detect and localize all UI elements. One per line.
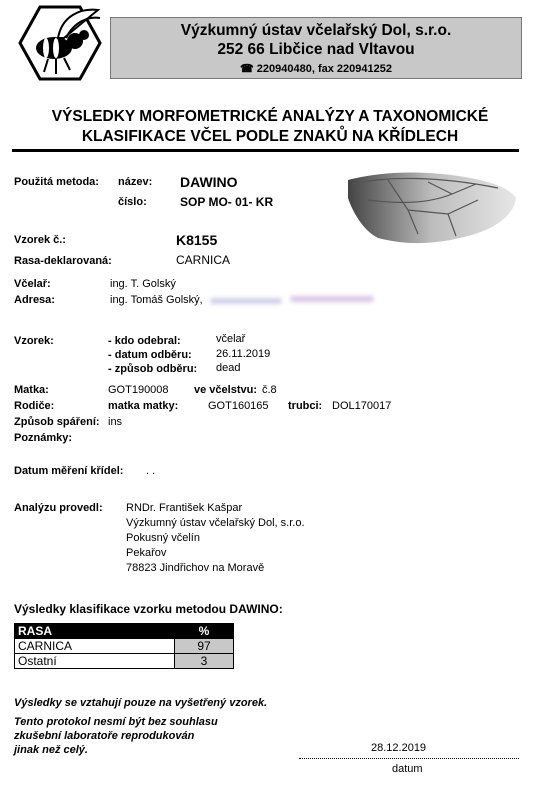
result-race: Ostatní [15, 654, 175, 669]
collection-date-label: - datum odběru: [108, 349, 192, 361]
beekeeper-name: ing. T. Golský [110, 278, 176, 290]
table-row [15, 654, 234, 669]
footer-note-1: Výsledky se vztahují pouze na vyšetřený vzorek. [14, 697, 268, 709]
collected-by-label: - kdo odebral: [108, 335, 181, 347]
date-signature-line [299, 758, 519, 759]
footer-note-3: zkušební laboratoře reprodukován [14, 730, 195, 742]
analyst-line: Pekařov [126, 547, 167, 559]
result-race: CARNICA [15, 639, 175, 654]
race-declared: CARNICA [176, 253, 231, 267]
redacted-address [210, 298, 282, 304]
institute-header [110, 17, 522, 79]
date-label: datum [392, 763, 423, 775]
org-name: Výzkumný ústav včelařský Dol, s.r.o. [180, 22, 452, 39]
address-label: Adresa: [14, 294, 55, 306]
footer-note-4: jinak než celý. [14, 744, 88, 756]
report-title-line2: KLASIFIKACE VČEL PODLE ZNAKŮ NA KŘÍDLECH [81, 128, 459, 145]
collection-date: 26.11.2019 [216, 348, 271, 360]
title-divider [12, 149, 519, 152]
analyst-line: RNDr. František Kašpar [126, 502, 243, 514]
footer-note-2: Tento protokol nesmí být bez souhlasu [14, 716, 218, 728]
collection-method-label: - způsob odběru: [108, 363, 198, 375]
bee-wing-image [348, 170, 518, 250]
beekeeper-address: ing. Tomáš Golský, [110, 294, 203, 306]
report-title-line1: VÝSLEDKY MORFOMETRICKÉ ANALÝZY A TAXONOMICKÉ [51, 108, 489, 125]
collected-by: včelař [216, 333, 246, 345]
method-name: DAWINO [180, 174, 238, 190]
method-name-label: název: [118, 176, 153, 188]
org-address: 252 66 Libčice nad Vltavou [217, 41, 415, 58]
org-phone: ☎ 220940480, fax 220941252 [240, 63, 392, 75]
analyst-line: Výzkumný ústav včelařský Dol, s.r.o. [126, 517, 305, 529]
results-col-pct: % [175, 624, 234, 639]
result-pct: 3 [175, 654, 234, 669]
drones-id: DOL170017 [332, 400, 392, 412]
results-header-row [15, 624, 234, 639]
table-row [15, 639, 234, 654]
sample-label: Vzorek č.: [14, 234, 66, 246]
method-number-label: číslo: [118, 196, 147, 208]
race-declared-label: Rasa-deklarovaná: [14, 255, 112, 267]
report-date: 28.12.2019 [371, 742, 427, 754]
results-title: Výsledky klasifikace vzorku metodou DAWINO: [14, 602, 283, 616]
result-pct: 97 [175, 639, 234, 654]
colony-label: ve včelstvu: [194, 384, 257, 396]
mating-method: ins [108, 416, 123, 428]
analyst-line: Pokusný včelín [126, 532, 200, 544]
queen-label: Matka: [14, 384, 49, 396]
drones-label: trubci: [288, 400, 323, 412]
institute-logo [18, 4, 102, 82]
results-col-race: RASA [15, 624, 175, 639]
method-label: Použitá metoda: [14, 176, 99, 188]
sample-number: K8155 [176, 232, 218, 248]
queen-mother-label: matka matky: [108, 400, 179, 412]
beekeeper-label: Včelař: [14, 278, 51, 290]
analysis-by-label: Analýzu provedl: [14, 502, 103, 514]
analyst-line: 78823 Jindřichov na Moravě [126, 562, 265, 574]
queen-id: GOT190008 [108, 384, 169, 396]
redacted-address-2 [290, 296, 374, 302]
collection-label: Vzorek: [14, 335, 54, 347]
notes-label: Poznámky: [14, 432, 73, 444]
collection-method: dead [216, 362, 241, 374]
method-number: SOP MO- 01- KR [180, 195, 274, 209]
results-table [14, 623, 234, 669]
queen-mother-id: GOT160165 [208, 400, 269, 412]
mating-label: Způsob spáření: [14, 416, 100, 428]
parents-label: Rodiče: [14, 400, 55, 412]
measure-date: . . [146, 465, 156, 477]
measure-date-label: Datum měření křídel: [14, 465, 124, 477]
colony-number: č.8 [262, 384, 277, 396]
